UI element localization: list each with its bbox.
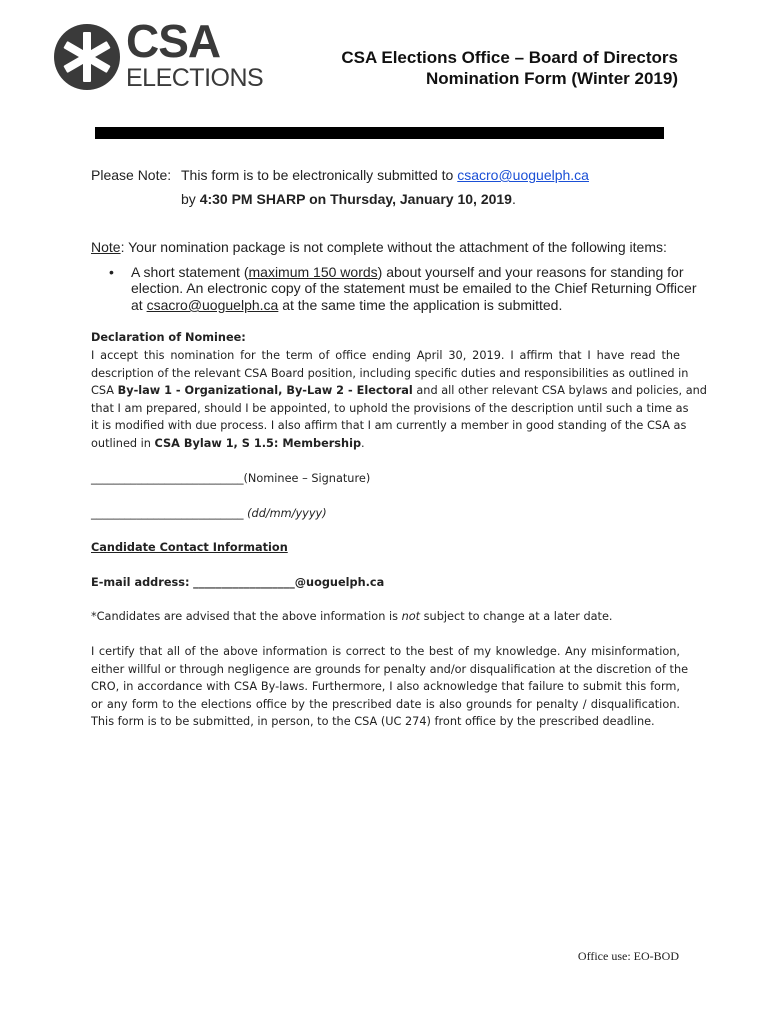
bullet-text-b: ) about yourself and your reasons for standing for [377, 264, 684, 280]
form-title-line1: CSA Elections Office – Board of Directors [341, 48, 678, 67]
email-field-line [91, 574, 384, 592]
declaration-bylaws: By-law 1 - Organizational, By-Law 2 - Electoral [117, 384, 413, 398]
bullet-text-underlined: maximum 150 words [248, 264, 378, 280]
header-divider-bar [95, 127, 664, 139]
cro-email-link[interactable]: csacro@uoguelph.ca [457, 167, 589, 183]
bullet-email: csacro@uoguelph.ca [146, 297, 279, 313]
declaration-heading [91, 329, 246, 347]
bullet-line1 [131, 264, 684, 280]
declaration-membership: CSA Bylaw 1, S 1.5: Membership [154, 436, 362, 450]
logo-text-elections: ELECTIONS [126, 64, 264, 92]
bullet-text-a: A short statement ( [131, 264, 249, 280]
attachment-note [91, 239, 667, 255]
declaration-line: it is modified with due process. I also affirm that I am currently a member in good standing of the CSA as [91, 419, 687, 433]
certify-line: or any form to the elections office by the prescribed date is also grounds for penalty / disqualification. [91, 697, 680, 711]
declaration-text: CSA [91, 384, 114, 398]
signature-line [91, 470, 370, 488]
email-domain: @uoguelph.ca [294, 576, 385, 589]
advice-text: *Candidates are advised that the above information is [91, 610, 398, 623]
declaration-text: . [361, 436, 365, 450]
advice-line [91, 608, 613, 626]
note-text: This form is to be electronically submitted to [181, 167, 454, 183]
note-by: by [181, 191, 196, 207]
declaration-line [91, 382, 707, 400]
declaration-line [91, 435, 680, 453]
signature-blank[interactable]: ___________________________ [91, 472, 244, 485]
form-title-line2: Nomination Form (Winter 2019) [425, 69, 678, 88]
date-label: (dd/mm/yyyy) [247, 507, 327, 520]
declaration-text: outlined in [91, 436, 151, 450]
declaration-line: that I am prepared, should I be appointed, to uphold the provisions of the description until such a time as [91, 401, 689, 415]
logo-text-csa: CSA [126, 15, 221, 67]
declaration-paragraph [91, 347, 707, 453]
date-blank[interactable]: ___________________________ [91, 507, 244, 520]
bullet-line3-prefix: at [131, 297, 143, 313]
declaration-line: I accept this nomination for the term of office ending April 30, 2019. I affirm that I have read the [91, 349, 680, 362]
note-deadline: 4:30 PM SHARP on Thursday, January 10, 2019 [199, 191, 512, 207]
certify-paragraph [91, 643, 689, 731]
office-use-label: Office use: EO-BOD [577, 949, 679, 963]
note-line2 [181, 191, 516, 207]
attachment-note-text: : Your nomination package is not complete without the attachment of the following items: [120, 239, 667, 255]
attachment-note-label: Note [91, 239, 121, 255]
declaration-line: description of the relevant CSA Board position, including specific duties and responsibilities as outlined in [91, 366, 689, 380]
signature-label: (Nominee – Signature) [243, 472, 371, 485]
note-line1 [181, 167, 589, 183]
note-label: Please Note: [91, 167, 172, 183]
certify-line: I certify that all of the above information is correct to the best of my knowledge. Any misinformation, [91, 645, 680, 658]
contact-heading [91, 539, 288, 557]
declaration-text: and all other relevant CSA bylaws and policies, and [416, 384, 707, 398]
certify-line: either willful or through negligence are grounds for penalty and/or disqualification at the discretion of the [91, 662, 689, 676]
note-period: . [511, 191, 516, 207]
bullet-line3-suffix: at the same time the application is submitted. [282, 297, 563, 313]
advice-text: subject to change at a later date. [423, 610, 613, 623]
certify-line: This form is to be submitted, in person, to the CSA (UC 274) front office by the prescribed deadline. [91, 715, 655, 729]
email-label: E-mail address: [91, 576, 190, 589]
email-blank[interactable]: __________________ [193, 576, 295, 589]
bullet-line3 [131, 297, 562, 313]
certify-line: CRO, in accordance with CSA By-laws. Furthermore, I also acknowledge that failure to submit this form, [91, 680, 680, 694]
date-line [91, 505, 327, 523]
csa-elections-logo [54, 15, 264, 96]
bullet-line2: election. An electronic copy of the statement must be emailed to the Chief Returning Officer [131, 280, 697, 296]
asterisk-logo-icon [54, 24, 120, 90]
contact-heading-text: Candidate Contact Information [91, 541, 288, 554]
advice-emphasis: not [401, 610, 421, 623]
bullet-icon: • [109, 264, 114, 280]
declaration-heading-text: Declaration of Nominee: [91, 331, 246, 344]
